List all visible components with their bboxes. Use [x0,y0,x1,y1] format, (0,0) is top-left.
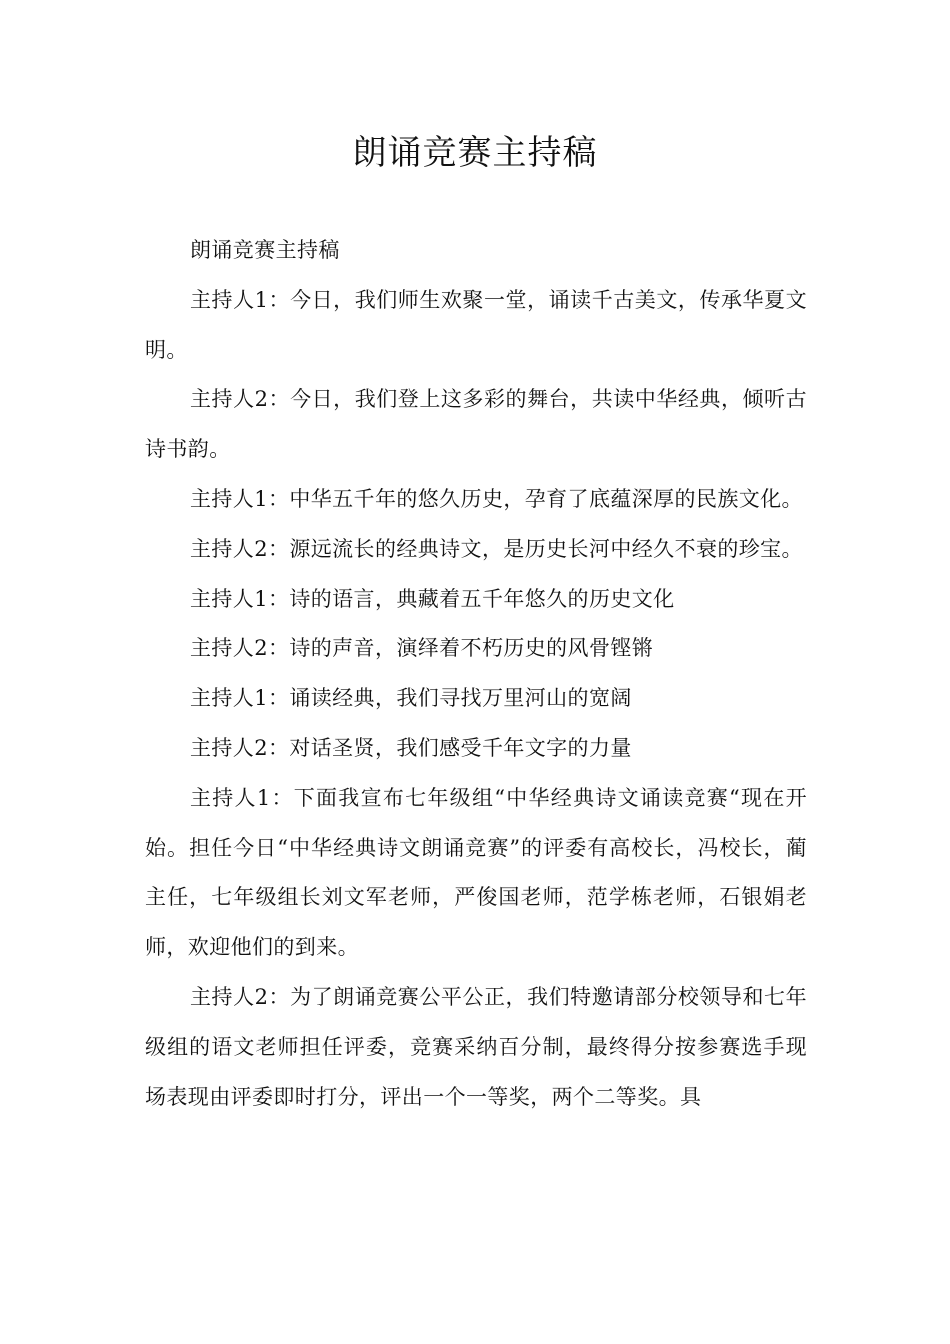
document-title: 朗诵竞赛主持稿 [352,133,598,173]
paragraph: 主持人2：对话圣贤，我们感受千年文字的力量 [190,735,632,760]
paragraph: 主持人2：为了朗诵竞赛公平公正，我们特邀请部分校领导和七年级组的语文老师担任评委，竞赛采纳百分制，最终得分按参赛选手现场表现由评委即时打分，评出一个一等奖，两个二等奖。具 [145,984,807,1109]
paragraph: 主持人1：中华五千年的悠久历史，孕育了底蕴深厚的民族文化。 [190,486,803,511]
paragraph: 主持人2：诗的声音，演绎着不朽历史的风骨铿锵 [190,636,654,661]
paragraph: 主持人1：诗的语言，典藏着五千年悠久的历史文化 [190,586,675,611]
document-body [145,226,807,1122]
paragraph: 主持人1：诵读经典，我们寻找万里河山的宽阔 [190,686,632,711]
paragraph: 主持人2：今日，我们登上这多彩的舞台，共读中华经典，倾听古诗书韵。 [145,387,807,462]
paragraph-subtitle: 朗诵竞赛主持稿 [190,238,340,262]
paragraph: 主持人1：下面我宣布七年级组“中华经典诗文诵读竞赛“现在开始。担任今日“中华经典诗文朗诵竞赛”的评委有高校长，冯校长，蔺主任，七年级组长刘文军老师，严俊国老师，范学栋老师，石银娟老师，欢迎他们的到来。 [145,785,807,960]
paragraph: 主持人2：源远流长的经典诗文，是历史长河中经久不衰的珍宝。 [190,536,803,561]
paragraph: 主持人1：今日，我们师生欢聚一堂，诵读千古美文，传承华夏文明。 [145,287,807,362]
